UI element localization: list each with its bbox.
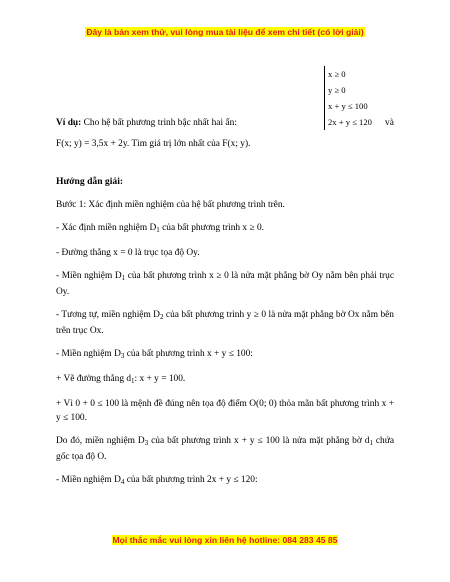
system-row: y ≥ 0 (328, 85, 346, 95)
solution-heading: Hướng dẫn giải: (56, 176, 124, 187)
paragraph-text: của bất phương trình y ≥ 0 là nửa mặt phẳng bờ Ox nằm bên trên trục Ox. (56, 310, 394, 336)
task-text: . Tìm giá trị lớn nhất của (126, 139, 220, 149)
example-label: Ví dụ: (56, 118, 82, 128)
subscript: 4 (120, 478, 125, 486)
paragraph-text: + Vẽ đường thẳng d (56, 374, 132, 384)
paragraph-text: - Tương tự, miền nghiệm D (56, 310, 160, 320)
example-statement (56, 118, 237, 128)
paragraph-text: : x + y = 100. (134, 374, 186, 384)
paragraph-text: của bất phương trình 2x + y ≤ 120: (124, 475, 258, 485)
subscript: 1 (369, 439, 373, 447)
paragraph-text: Bước 1: Xác định miền nghiệm của hệ bất phương trình trên. (56, 200, 285, 210)
hotline-banner-text: Mọi thắc mắc vui lòng xin liên hệ hotline: 084 283 45 85 (112, 535, 338, 545)
objective-line (56, 139, 250, 149)
paragraph (56, 397, 394, 425)
example-text: Cho hệ bất phương trình bậc nhất hai ẩn: (83, 118, 237, 128)
period: . (248, 139, 251, 149)
paragraph-text: của bất phương trình x ≥ 0. (159, 223, 264, 233)
inequality-system (324, 66, 372, 130)
paragraph (56, 372, 394, 388)
subscript: 1 (121, 274, 126, 282)
paragraph (56, 221, 394, 237)
paragraph-text: của bất phương trình x + y ≤ 100: (124, 349, 253, 359)
conjunction-and: và (385, 118, 394, 128)
paragraph (56, 347, 394, 363)
system-row: x ≥ 0 (328, 69, 346, 79)
paragraph-text: - Miền nghiệm D (56, 349, 121, 359)
paragraph-text: - Đường thẳng x = 0 là trục tọa độ Oy. (56, 248, 200, 258)
paragraph (56, 269, 394, 299)
paragraph-text: của bất phương trình x ≥ 0 là nửa mặt phẳng bờ Oy nằm bên phải trục Oy. (56, 271, 394, 297)
paragraph-text: + Vì 0 + 0 ≤ 100 là mệnh đề đúng nên tọa độ điểm O(0; 0) thỏa mãn bất phương trình x + y ≤ 100. (56, 399, 394, 423)
paragraph-text: - Xác định miền nghiệm D (56, 223, 157, 233)
hotline-banner (0, 535, 450, 545)
system-row: x + y ≤ 100 (328, 101, 368, 111)
paragraph-text: chứa gốc tọa độ O. (56, 436, 394, 462)
paragraph (56, 246, 394, 260)
subscript: 1 (156, 226, 160, 234)
subscript: 1 (131, 377, 135, 385)
subscript: 2 (159, 313, 164, 321)
paragraph (56, 198, 394, 212)
solution-body (56, 198, 394, 489)
paragraph (56, 434, 394, 464)
paragraph-text: của bất phương trình x + y ≤ 100 là nửa mặt phẳng bờ d (148, 436, 370, 446)
paragraph (56, 473, 394, 489)
subscript: 3 (144, 439, 149, 447)
system-row: 2x + y ≤ 120 (328, 117, 372, 127)
paragraph-text: - Miền nghiệm D (56, 475, 121, 485)
paragraph-text: Do đó, miền nghiệm D (56, 436, 145, 446)
subscript: 3 (120, 352, 125, 360)
preview-banner-text: Đây là bản xem thử, vui lòng mua tài liệu để xem chi tiết (có lời giải) (86, 27, 364, 37)
function-name: F(x; y) (222, 139, 249, 149)
objective-function: F(x; y) = 3,5x + 2y (56, 139, 127, 149)
paragraph-text: - Miền nghiệm D (56, 271, 122, 281)
preview-banner (0, 27, 450, 37)
paragraph (56, 308, 394, 338)
